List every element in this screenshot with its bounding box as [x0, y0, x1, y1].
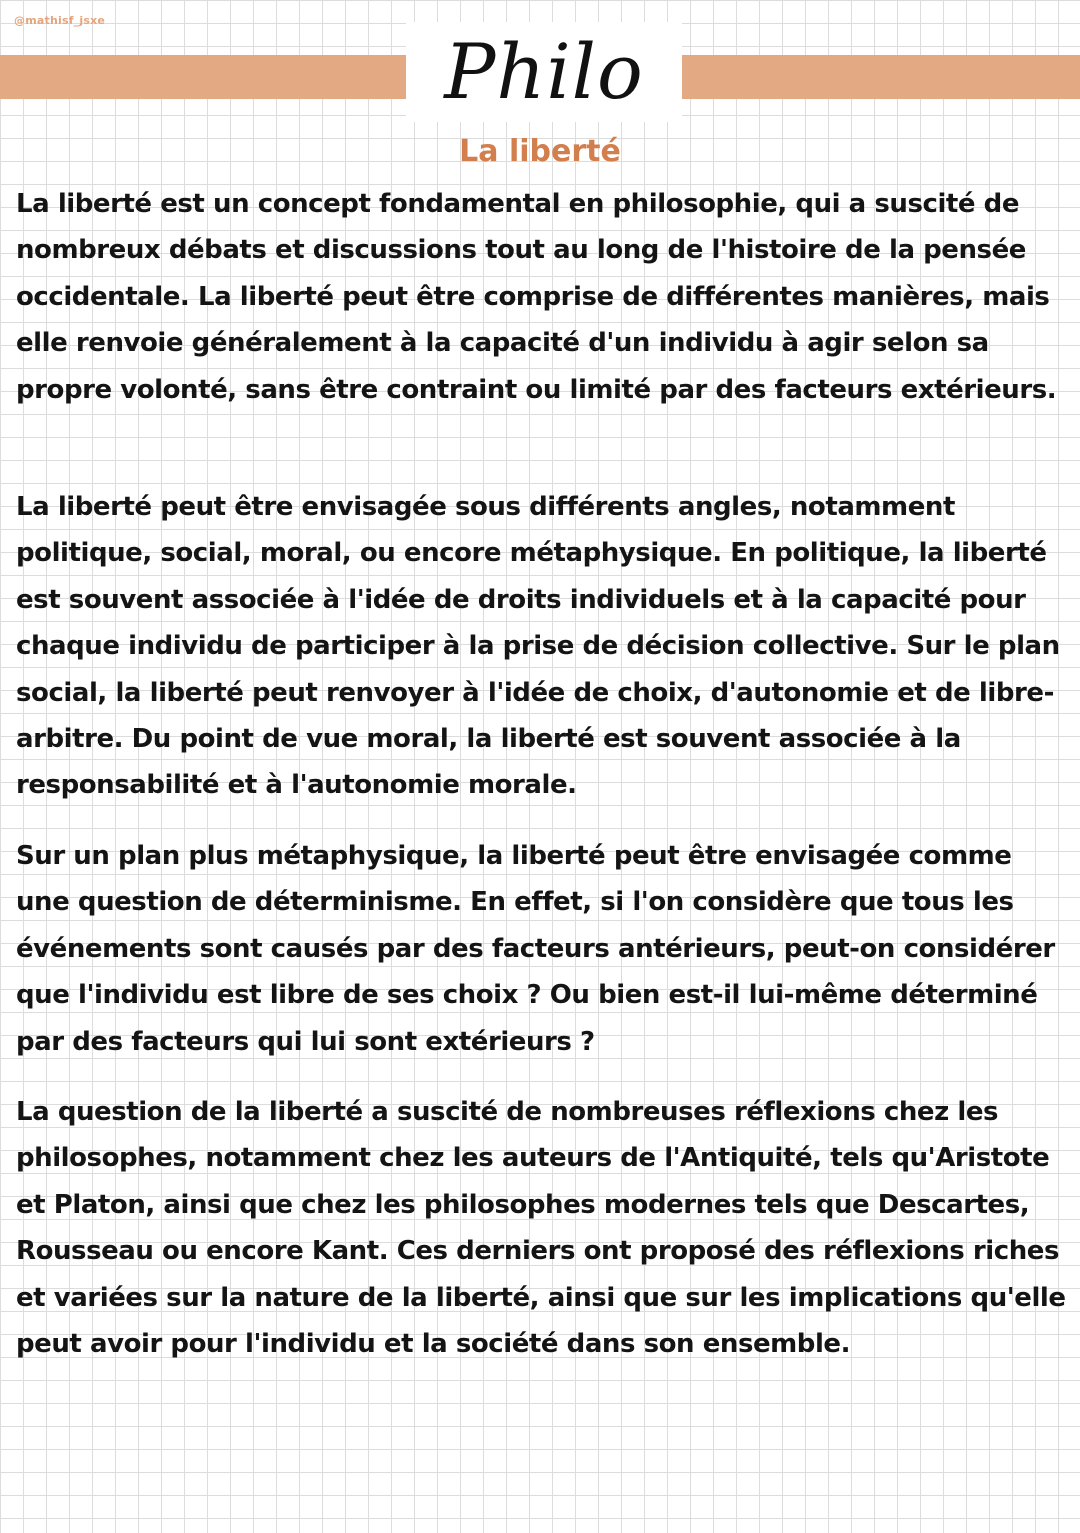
- page-title: Philo: [444, 27, 644, 116]
- author-watermark: @mathisf_jsxe: [14, 14, 106, 27]
- paragraph-philosophers: La question de la liberté a suscité de nombreuses réflexions chez les philosophes, notamment chez les auteurs de l'Antiquité, tels qu'Aristote et Platon, ainsi que chez les philosophes modernes tels que Descartes, Rousseau ou encore Kant. Ces derniers ont proposé des réflexions riches et variées sur la nature de la liberté, ainsi que sur les implications qu'elle peut avoir pour l'individu et la société dans son ensemble.: [16, 1097, 1066, 1360]
- paragraph-angles: La liberté peut être envisagée sous différents angles, notamment politique, social, moral, ou encore métaphysique. En politique, la liberté est souvent associée à l'idée de droits individuels et à la capacité pour chaque individu de participer à la prise de décision collective. Sur le plan social, la liberté peut renvoyer à l'idée de choix, d'autonomie et de libre-arbitre. Du point de vue moral, la liberté est souvent associée à la responsabilité et à l'autonomie morale.: [16, 492, 1060, 801]
- paragraph-intro: La liberté est un concept fondamental en philosophie, qui a suscité de nombreux débats et discussions tout au long de l'histoire de la pensée occidentale. La liberté peut être comprise de différentes manières, mais elle renvoie généralement à la capacité d'un individu à agir selon sa propre volonté, sans être contraint ou limité par des facteurs extérieurs.: [16, 189, 1057, 405]
- header-band-left: [0, 55, 406, 99]
- header-band-right: [682, 55, 1080, 99]
- title-box: [406, 22, 682, 122]
- section-subtitle: La liberté: [459, 134, 621, 169]
- paragraph-metaphysics: Sur un plan plus métaphysique, la liberté peut être envisagée comme une question de déterminisme. En effet, si l'on considère que tous les événements sont causés par des facteurs antérieurs, peut-on considérer que l'individu est libre de ses choix ? Ou bien est-il lui-même déterminé par des facteurs qui lui sont extérieurs ?: [16, 841, 1055, 1057]
